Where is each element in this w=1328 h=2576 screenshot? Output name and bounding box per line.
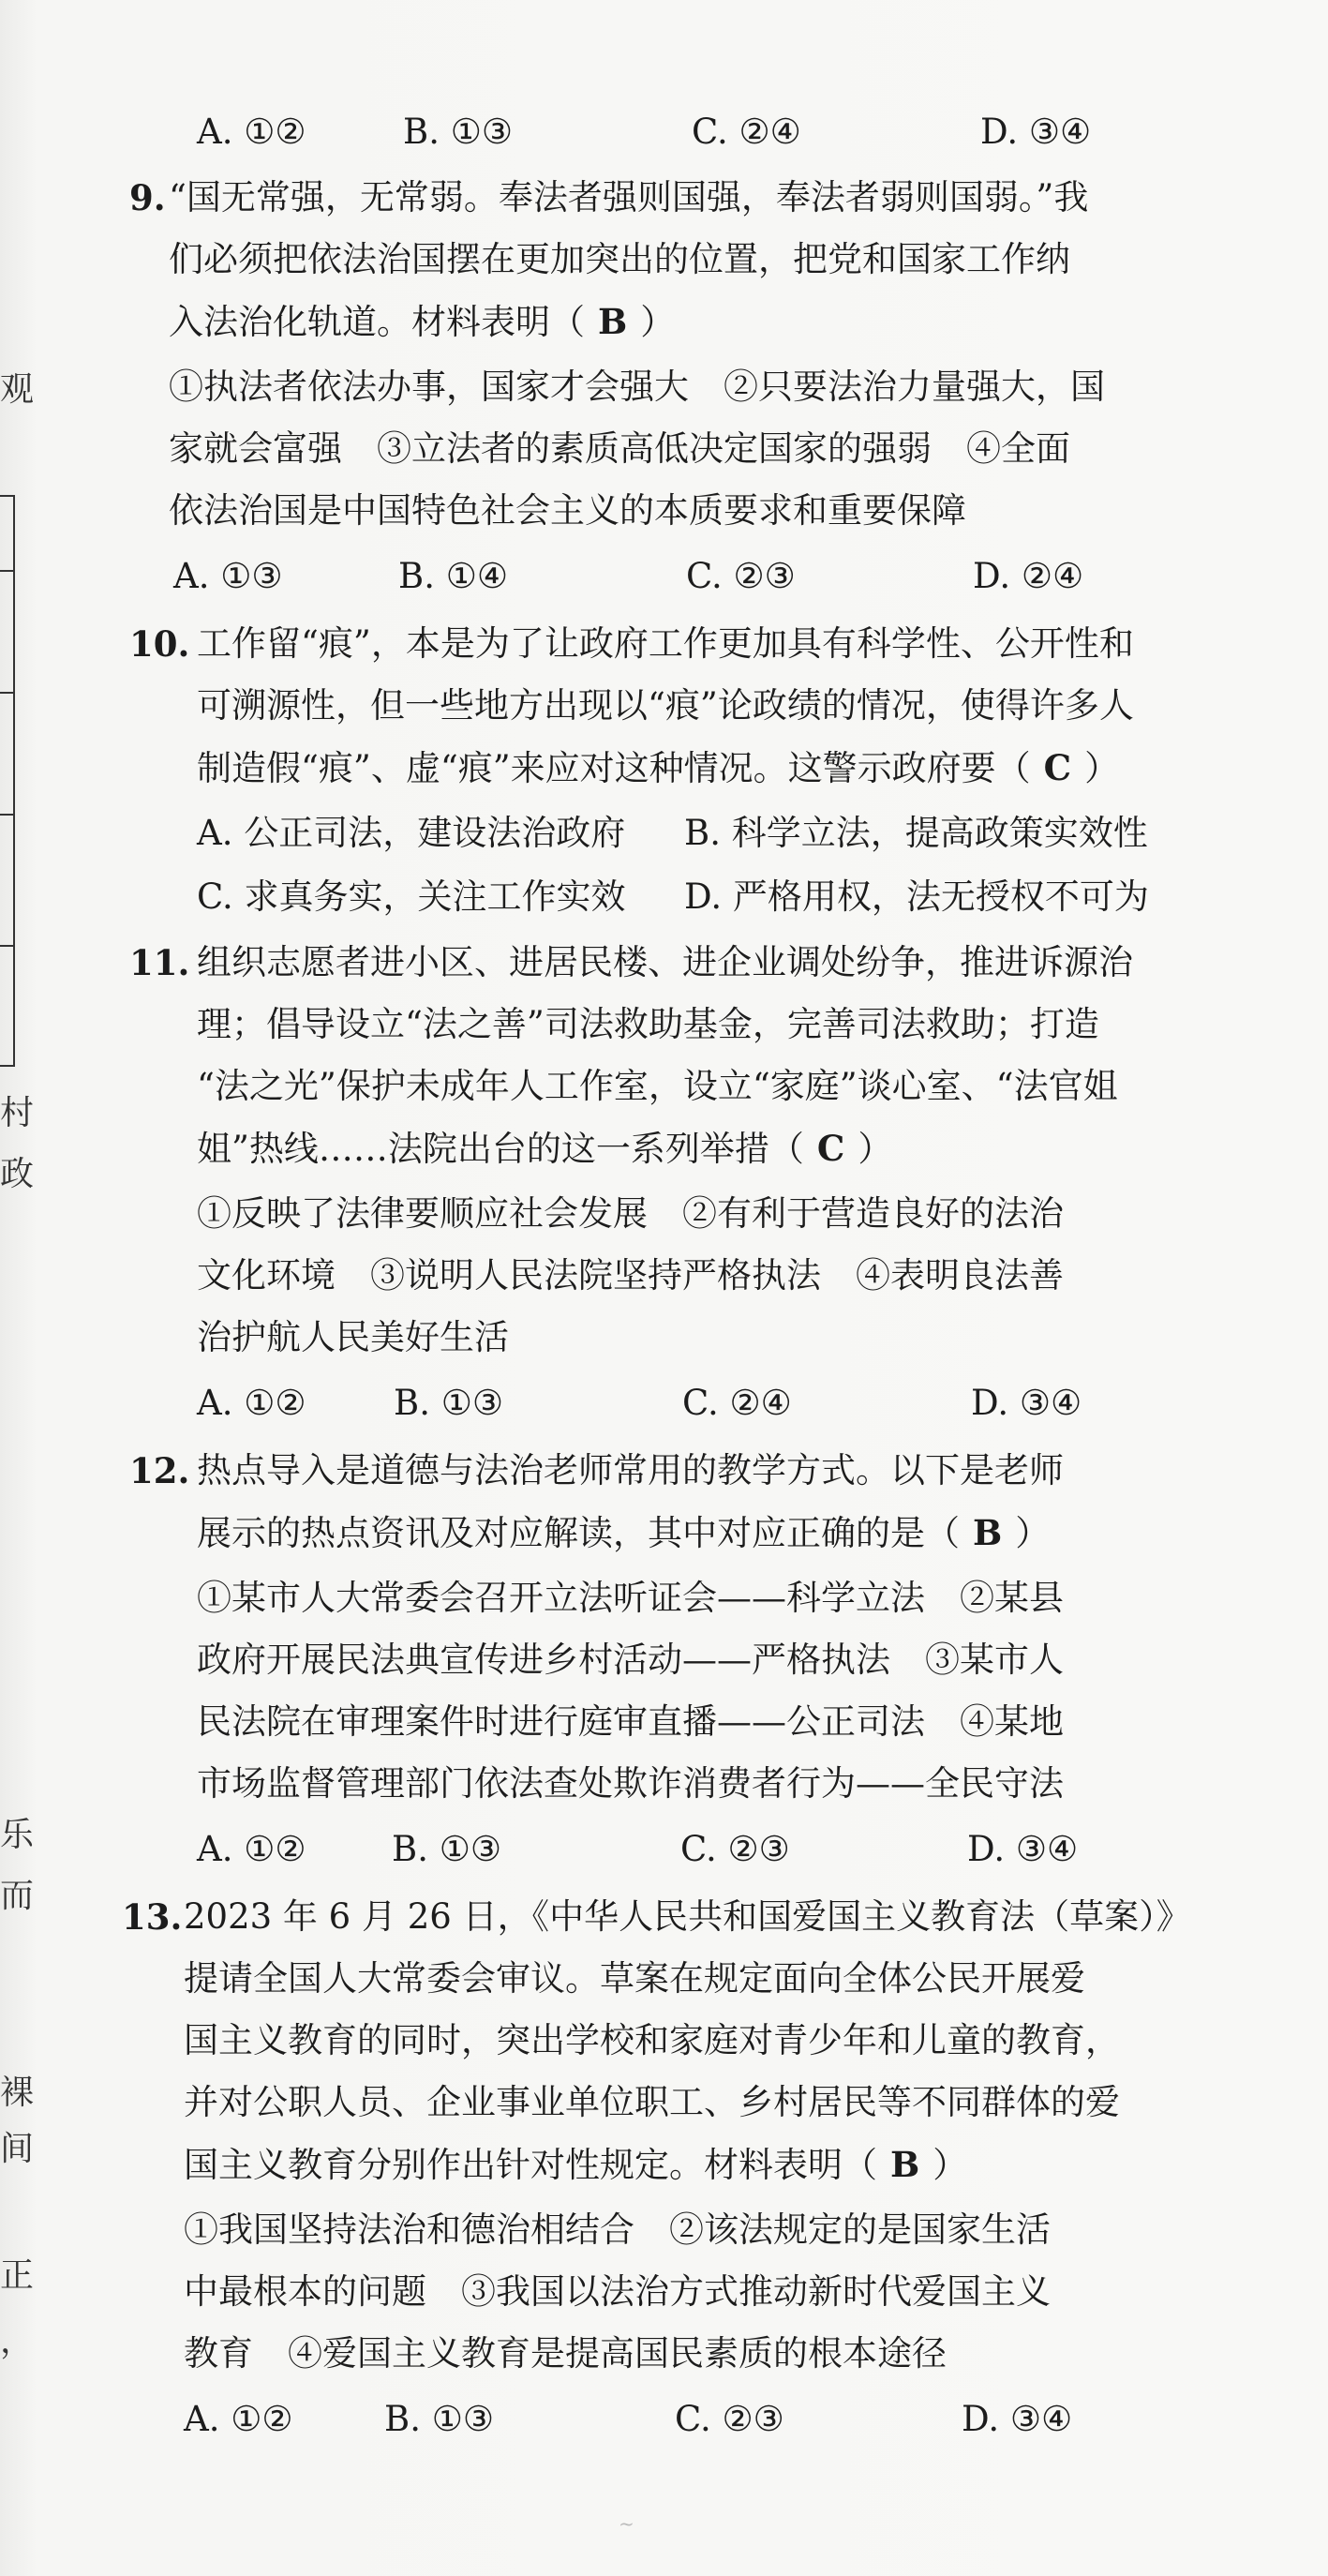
question-stem-line: 可溯源性，但一些地方出现以“痕”论政绩的情况，使得许多人 [197,685,1134,726]
option-d: D. 严格用权，法无授权不可为 [684,876,1149,917]
option-b: B. ①③ [403,112,514,152]
option-a: A. ①② [184,2399,293,2439]
question-number: 10. [129,623,190,665]
item-line: ①某市人大常委会召开立法听证会——科学立法 ②某县 [197,1578,1064,1618]
option-a: A. ①② [197,112,306,152]
option-b: B. ①③ [392,1829,502,1869]
option-a: A. 公正司法，建设法治政府 [197,813,626,853]
question-stem-line: 国主义教育的同时，突出学校和家庭对青少年和儿童的教育， [184,2020,1120,2060]
stem-close: ） [933,2145,968,2185]
edge-char: 乐 [0,1816,35,1854]
answer-letter: B [890,2144,920,2185]
item-line: 政府开展民法典宣传进乡村活动——严格执法 ③某市人 [197,1640,1064,1680]
stem-close: ） [1084,748,1120,788]
question-stem-line [197,1127,892,1171]
question-number: 11. [129,942,190,983]
item-line: 家就会富强 ③立法者的素质高低决定国家的强弱 ④全面 [169,428,1070,469]
question-stem-line: “国无常强，无常弱。奉法者强则国强，奉法者弱则国弱。”我 [169,177,1089,217]
question-number: 13. [122,1896,183,1938]
stem-close: ） [858,1129,893,1169]
question-number: 12. [129,1450,190,1491]
edge-char: 而 [0,1877,35,1915]
option-b: B. ①③ [394,1383,504,1423]
question-number: 9. [129,177,166,218]
item-line: 治护航人民美好生活 [197,1317,509,1357]
item-line: ①我国坚持法治和德治相结合 ②该法规定的是国家生活 [184,2209,1051,2250]
question-stem-line [197,1511,1050,1555]
edge-rule [0,945,15,947]
question-stem-line: 工作留“痕”，本是为了让政府工作更加具有科学性、公开性和 [197,623,1134,664]
option-a: A. ①③ [173,556,283,596]
stem-close: ） [1015,1513,1051,1553]
option-b: B. ①④ [398,556,509,596]
option-d: D. ③④ [967,1829,1079,1869]
edge-char: 间 [0,2130,35,2168]
question-stem-line: 并对公职人员、企业事业单位职工、乡村居民等不同群体的爱 [184,2082,1120,2122]
question-stem-line: 2023 年 6 月 26 日，《中华人民共和国爱国主义教育法（草案）》 [184,1896,1191,1937]
edge-rule [0,1065,15,1067]
item-line: 市场监督管理部门依法查处欺诈消费者行为——全民守法 [197,1763,1064,1804]
option-d: D. ③④ [980,112,1092,152]
edge-rule [13,495,15,1067]
option-d: D. ②④ [973,556,1084,596]
option-b: B. 科学立法，提高政策实效性 [684,813,1148,853]
item-line: 中最根本的问题 ③我国以法治方式推动新时代爱国主义 [184,2271,1051,2312]
edge-rule [0,692,15,694]
edge-rule [0,814,15,816]
edge-char: ， [0,2322,35,2360]
edge-char: 正 [0,2256,35,2295]
question-stem-line [184,2143,967,2187]
option-c: C. ②③ [686,556,796,596]
option-c: C. 求真务实，关注工作实效 [197,876,626,917]
question-stem-line [197,746,1119,790]
question-stem-line: 提请全国人大常委会审议。草案在规定面向全体公民开展爱 [184,1958,1085,1999]
item-line: 民法院在审理案件时进行庭审直播——公正司法 ④某地 [197,1701,1064,1742]
option-a: A. ①② [197,1383,306,1423]
question-stem-line: 们必须把依法治国摆在更加突出的位置，把党和国家工作纳 [169,239,1070,279]
answer-letter: B [973,1512,1003,1553]
item-line: ①执法者依法办事，国家才会强大 ②只要法治力量强大，国 [169,367,1105,407]
footer-mark: ~ [619,2512,634,2535]
option-b: B. ①③ [384,2399,495,2439]
option-d: D. ③④ [971,1383,1082,1423]
edge-char: 裸 [0,2074,35,2112]
stem-close: ） [640,302,676,342]
stem-text: 展示的热点资讯及对应解读，其中对应正确的是（ [197,1513,960,1553]
answer-letter: C [816,1128,845,1169]
option-c: C. ②③ [680,1829,790,1869]
item-line: 依法治国是中国特色社会主义的本质要求和重要保障 [169,490,966,531]
edge-char: 政 [0,1155,35,1193]
option-c: C. ②④ [692,112,801,152]
question-stem-line: “法之光”保护未成年人工作室，设立“家庭”谈心室、“法官姐 [197,1066,1118,1106]
question-stem-line: 理；倡导设立“法之善”司法救助基金，完善司法救助；打造 [197,1004,1099,1044]
edge-char: 村 [0,1094,35,1132]
item-line: ①反映了法律要顺应社会发展 ②有利于营造良好的法治 [197,1193,1064,1234]
question-stem-line: 热点导入是道德与法治老师常用的教学方式。以下是老师 [197,1450,1064,1490]
option-c: C. ②④ [682,1383,792,1423]
stem-text: 国主义教育分别作出针对性规定。材料表明（ [184,2145,877,2185]
edge-char: 观 [0,370,35,409]
item-line: 文化环境 ③说明人民法院坚持严格执法 ④表明良法善 [197,1255,1064,1295]
item-line: 教育 ④爱国主义教育是提高国民素质的根本途径 [184,2333,947,2374]
stem-text: 姐”热线……法院出台的这一系列举措（ [197,1129,804,1169]
question-stem-line [169,300,675,344]
option-d: D. ③④ [962,2399,1073,2439]
answer-letter: C [1043,747,1072,788]
option-a: A. ①② [197,1829,306,1869]
stem-text: 入法治化轨道。材料表明（ [169,302,585,342]
edge-rule [0,570,15,572]
answer-letter: B [598,301,628,342]
stem-text: 制造假“痕”、虚“痕”来应对这种情况。这警示政府要（ [197,748,1031,788]
option-c: C. ②③ [675,2399,784,2439]
question-stem-line: 组织志愿者进小区、进居民楼、进企业调处纷争，推进诉源治 [197,942,1133,982]
